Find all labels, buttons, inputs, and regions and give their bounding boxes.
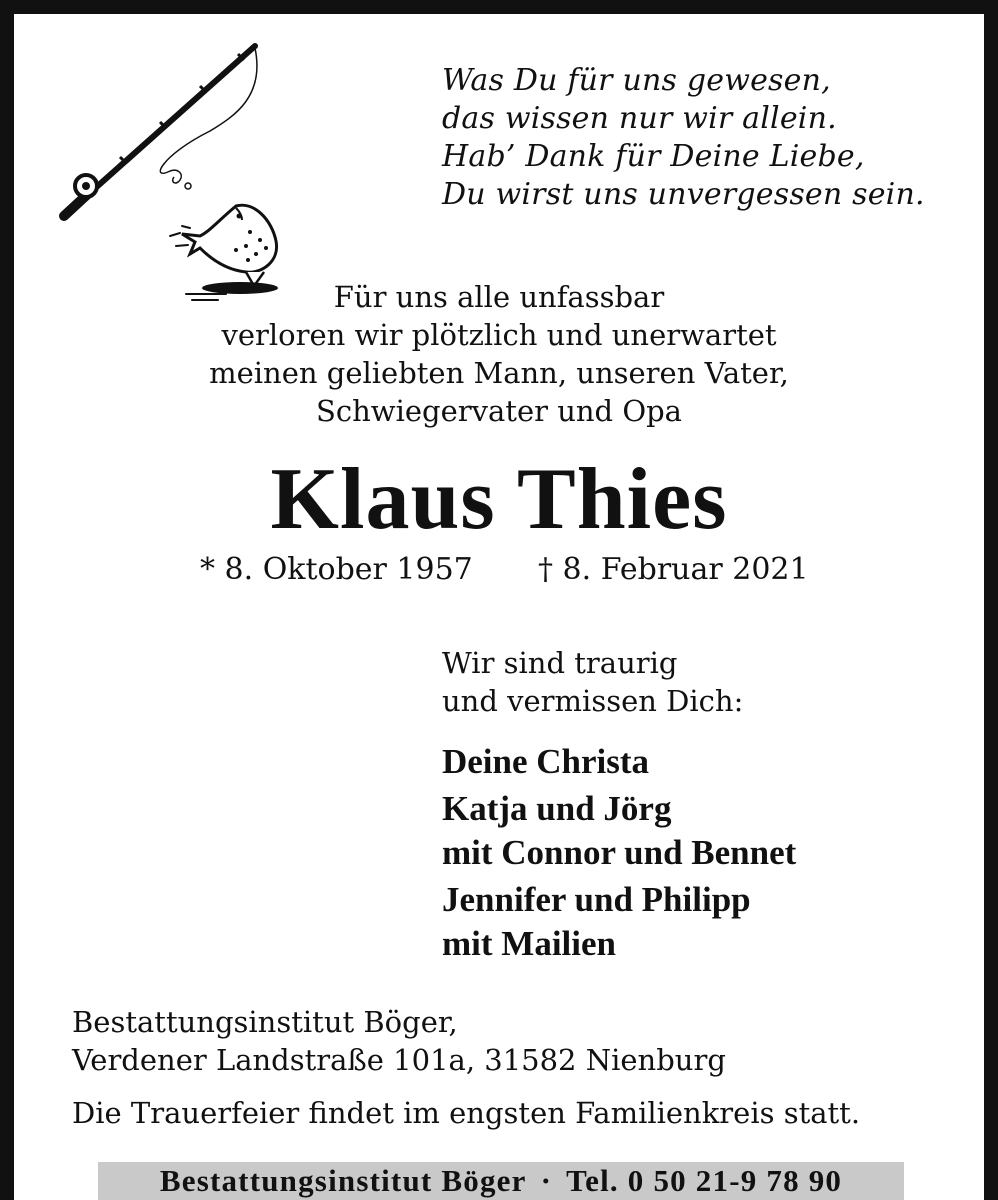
family-group xyxy=(442,787,796,875)
funeral-home-address xyxy=(72,1003,726,1079)
birth-date: * 8. Oktober 1957 xyxy=(200,552,473,587)
ceremony-note: Die Trauerfeier findet im engsten Familienkreis statt. xyxy=(72,1096,861,1130)
family-line: mit Connor und Bennet xyxy=(442,833,797,872)
intro-line: meinen geliebten Mann, unseren Vater, xyxy=(209,356,789,390)
poem-line: Hab’ Dank für Deine Liebe, xyxy=(442,139,865,174)
mourning-text xyxy=(442,644,743,720)
intro-line: verloren wir plötzlich und unerwartet xyxy=(221,318,777,352)
footer-phone: Tel. 0 50 21-9 78 90 xyxy=(566,1163,843,1198)
family-group xyxy=(442,878,796,966)
fishing-rod-and-fish-icon xyxy=(50,36,300,306)
poem-line: Was Du für uns gewesen, xyxy=(442,63,831,98)
poem xyxy=(442,62,962,214)
family-line: Jennifer und Philipp xyxy=(442,880,751,919)
family-group xyxy=(442,740,796,784)
intro-text xyxy=(0,278,998,430)
death-date: † 8. Februar 2021 xyxy=(538,552,809,587)
intro-line: Schwiegervater und Opa xyxy=(316,394,682,428)
footer-company: Bestattungsinstitut Böger xyxy=(159,1163,527,1198)
mourning-line: und vermissen Dich: xyxy=(442,684,744,718)
intro-line: Für uns alle unfassbar xyxy=(333,280,665,314)
family-list xyxy=(442,740,796,969)
mourning-line: Wir sind traurig xyxy=(442,646,678,680)
footer-bar xyxy=(98,1162,904,1200)
deceased-name: Klaus Thies xyxy=(270,451,728,548)
family-line: mit Mailien xyxy=(442,924,616,963)
address-line: Bestattungsinstitut Böger, xyxy=(72,1005,458,1039)
family-line: Deine Christa xyxy=(442,742,650,781)
footer-separator: · xyxy=(540,1163,553,1198)
family-line: Katja und Jörg xyxy=(442,789,672,828)
address-line: Verdener Landstraße 101a, 31582 Nienburg xyxy=(72,1043,726,1077)
poem-line: Du wirst uns unvergessen sein. xyxy=(442,177,925,212)
poem-line: das wissen nur wir allein. xyxy=(442,101,837,136)
